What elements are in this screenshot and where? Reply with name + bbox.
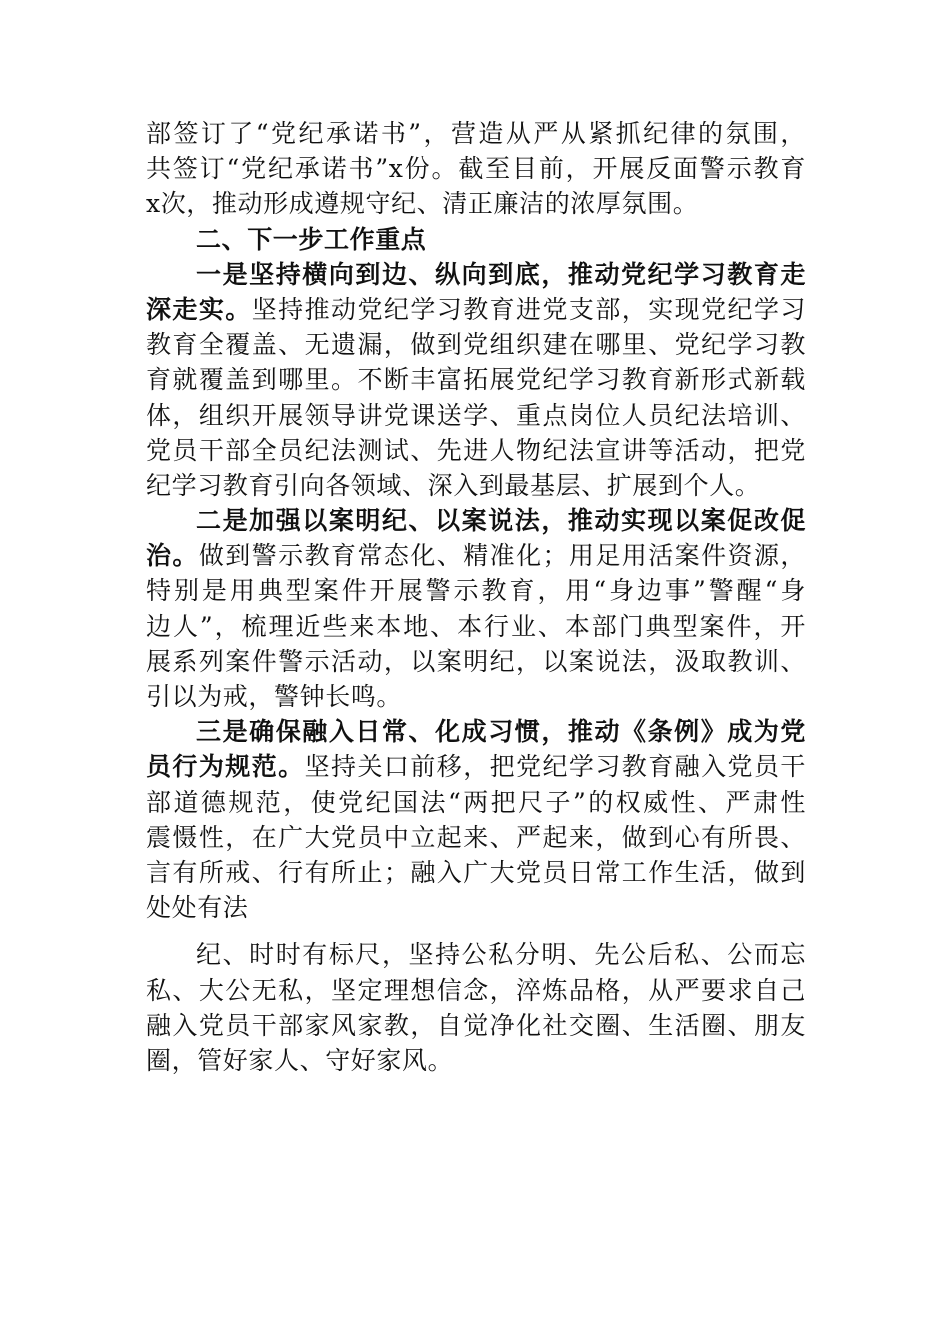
text-line: 融入党员干部家风家教，自觉净化社交圈、生活圈、朋友 (146, 1010, 806, 1040)
text-line: 育就覆盖到哪里。不断丰富拓展党纪学习教育新形式新载 (146, 365, 806, 395)
document-body (146, 116, 806, 1078)
text-line (146, 538, 806, 573)
text-line: 言有所戒、行有所止；融入广大党员日常工作生活，做到 (146, 857, 806, 887)
paragraph-lead-end: 治。 (146, 541, 199, 571)
text-line: 处处有法 (146, 893, 249, 923)
text-line: 展系列案件警示活动，以案明纪，以案说法，汲取教训、 (146, 646, 806, 676)
text-line: 纪学习教育引向各领域、深入到最基层、扩展到个人。 (146, 470, 761, 500)
text-line: 党员干部全员纪法测试、先进人物纪法宣讲等活动，把党 (146, 435, 806, 465)
text-line: 特别是用典型案件开展警示教育，用“身边事”警醒“身 (146, 576, 806, 606)
text-line: 部道德规范，使党纪国法“两把尺子”的权威性、严肃性 (146, 787, 806, 817)
text-line: 体，组织开展领导讲党课送学、重点岗位人员纪法培训、 (146, 400, 806, 430)
paragraph-lead: 二是加强以案明纪、以案说法，推动实现以案促改促 (196, 506, 806, 536)
text-line: 教育全覆盖、无遗漏，做到党组织建在哪里、党纪学习教 (146, 330, 806, 360)
text-line: 边人”，梳理近些来本地、本行业、本部门典型案件，开 (146, 611, 806, 641)
text-span: 坚持推动党纪学习教育进党支部，实现党纪学习 (251, 294, 806, 324)
text-span: 坚持关口前移，把党纪学习教育融入党员干 (304, 752, 806, 782)
text-line: 引以为戒，警钟长鸣。 (146, 682, 403, 711)
text-line: 部签订了“党纪承诺书”，营造从严从紧抓纪律的氛围， (146, 119, 806, 148)
text-line: 纪、时时有标尺，坚持公私分明、先公后私、公而忘 (196, 940, 806, 970)
section-heading: 二、下一步工作重点 (196, 224, 427, 254)
text-line: x次，推动形成遵规守纪、清正廉洁的浓厚氛围。 (146, 189, 699, 219)
text-line (146, 749, 806, 784)
text-line (146, 292, 806, 327)
paragraph-lead-end: 深走实。 (146, 294, 252, 324)
text-line: 圈，管好家人、守好家风。 (146, 1045, 454, 1075)
text-line: 震慑性，在广大党员中立起来、严起来，做到心有所畏、 (146, 822, 806, 852)
text-line: 共签订“党纪承诺书”x份。截至目前，开展反面警示教育 (146, 154, 806, 184)
paragraph-lead-end: 员行为规范。 (146, 752, 305, 782)
paragraph-lead: 三是确保融入日常、化成习惯，推动《条例》成为党 (196, 717, 806, 747)
text-span: 做到警示教育常态化、精准化；用足用活案件资源， (198, 541, 806, 571)
paragraph-gap (146, 925, 806, 937)
text-line: 私、大公无私，坚定理想信念，淬炼品格，从严要求自己 (146, 975, 806, 1005)
paragraph-lead: 一是坚持横向到边、纵向到底，推动党纪学习教育走 (196, 259, 806, 289)
